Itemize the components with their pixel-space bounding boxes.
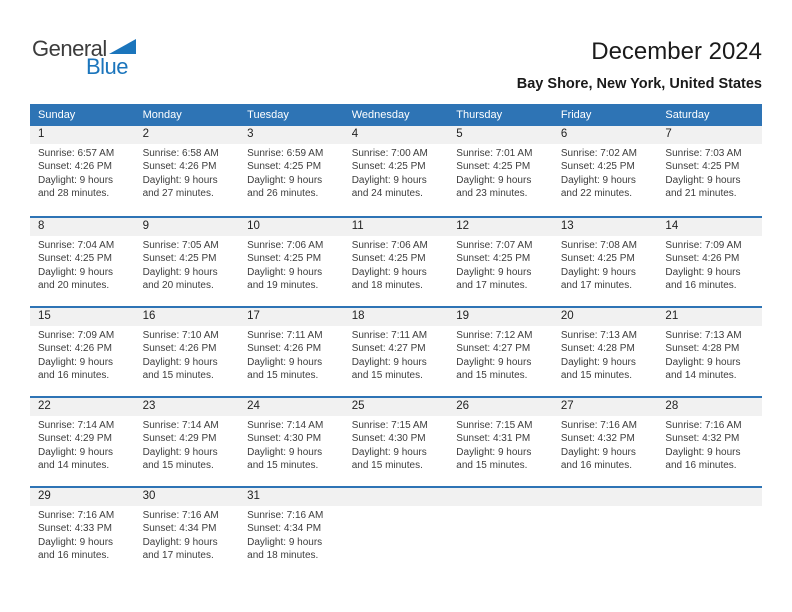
day-number: 4 [344,126,449,144]
day-cell [30,126,135,216]
sunset-text: Sunset: 4:28 PM [665,343,740,355]
day-cell [553,218,658,306]
weekday-header-friday: Friday [560,109,592,121]
daylight-text: Daylight: 9 hours and 24 minutes. [351,174,427,200]
calendar-grid [30,126,762,572]
week-row [30,306,762,396]
day-number: 30 [135,488,240,506]
sunset-text: Sunset: 4:33 PM [38,523,112,535]
day-cell [30,488,135,572]
day-cell [553,398,658,486]
daylight-text: Daylight: 9 hours and 21 minutes. [665,174,741,200]
sunset-text: Sunset: 4:28 PM [560,343,635,355]
daylight-text: Daylight: 9 hours and 16 minutes. [38,356,114,382]
sunrise-text: Sunrise: 7:08 AM [560,240,637,251]
day-number [657,488,762,506]
daylight-text: Daylight: 9 hours and 17 minutes. [142,536,218,562]
daylight-text: Daylight: 9 hours and 16 minutes. [665,446,741,472]
sunrise-text: Sunrise: 7:05 AM [142,240,219,251]
daylight-text: Daylight: 9 hours and 18 minutes. [247,536,323,562]
daylight-text: Daylight: 9 hours and 19 minutes. [247,266,323,292]
sunset-text: Sunset: 4:26 PM [38,161,112,173]
day-number: 11 [344,218,449,236]
daylight-text: Daylight: 9 hours and 27 minutes. [142,174,218,200]
day-number: 21 [657,308,762,326]
day-cell [344,398,449,486]
day-cell [657,308,762,396]
day-number: 27 [553,398,658,416]
daylight-text: Daylight: 9 hours and 15 minutes. [247,446,323,472]
day-cell [344,126,449,216]
logo-text-blue: Blue [86,54,129,79]
sunrise-text: Sunrise: 7:01 AM [456,148,533,159]
day-cell [239,126,344,216]
weekday-header-sunday: Sunday [38,109,76,121]
sunrise-text: Sunrise: 7:02 AM [560,148,637,159]
sunset-text: Sunset: 4:26 PM [247,343,322,355]
day-cell [448,218,553,306]
sunrise-text: Sunrise: 7:07 AM [456,240,533,251]
daylight-text: Daylight: 9 hours and 28 minutes. [38,174,114,200]
daylight-text: Daylight: 9 hours and 15 minutes. [142,356,218,382]
daylight-text: Daylight: 9 hours and 14 minutes. [38,446,114,472]
sunrise-text: Sunrise: 7:16 AM [38,510,115,521]
week-row [30,486,762,572]
daylight-text: Daylight: 9 hours and 26 minutes. [247,174,323,200]
day-number: 13 [553,218,658,236]
weekday-header-monday: Monday [142,109,182,121]
weekday-header-tuesday: Tuesday [247,109,289,121]
day-number: 19 [448,308,553,326]
day-number: 20 [553,308,658,326]
day-cell [239,218,344,306]
sunset-text: Sunset: 4:26 PM [665,253,740,265]
day-cell [657,126,762,216]
sunrise-text: Sunrise: 7:14 AM [142,420,219,431]
day-number: 22 [30,398,135,416]
sunrise-text: Sunrise: 6:58 AM [142,148,219,159]
sunrise-text: Sunrise: 7:15 AM [456,420,533,431]
daylight-text: Daylight: 9 hours and 15 minutes. [351,356,427,382]
sunrise-text: Sunrise: 7:16 AM [665,420,742,431]
day-cell [344,308,449,396]
sunrise-text: Sunrise: 7:11 AM [247,330,323,341]
day-number: 15 [30,308,135,326]
day-number: 17 [239,308,344,326]
sunset-text: Sunset: 4:25 PM [247,161,322,173]
day-cell [30,218,135,306]
sunset-text: Sunset: 4:32 PM [560,433,635,445]
day-cell [657,218,762,306]
sunset-text: Sunset: 4:29 PM [142,433,217,445]
sunset-text: Sunset: 4:25 PM [456,161,531,173]
day-number: 7 [657,126,762,144]
day-number: 14 [657,218,762,236]
page-title: December 2024 [591,38,762,65]
day-number: 6 [553,126,658,144]
sunrise-text: Sunrise: 7:16 AM [247,510,324,521]
sunrise-text: Sunrise: 7:11 AM [351,330,428,341]
calendar-table [30,104,762,572]
daylight-text: Daylight: 9 hours and 16 minutes. [665,266,741,292]
day-number: 3 [239,126,344,144]
sunset-text: Sunset: 4:25 PM [560,253,635,265]
sunrise-text: Sunrise: 7:06 AM [247,240,324,251]
sunrise-text: Sunrise: 7:13 AM [560,330,637,341]
day-number: 2 [135,126,240,144]
sunrise-text: Sunrise: 7:16 AM [560,420,637,431]
day-cell [135,218,240,306]
sunset-text: Sunset: 4:25 PM [665,161,740,173]
day-number: 1 [30,126,135,144]
weekday-header-row [30,104,762,126]
daylight-text: Daylight: 9 hours and 22 minutes. [560,174,636,200]
day-number: 5 [448,126,553,144]
day-cell [30,398,135,486]
daylight-text: Daylight: 9 hours and 14 minutes. [665,356,741,382]
week-row [30,216,762,306]
sunset-text: Sunset: 4:25 PM [351,161,426,173]
day-number [344,488,449,506]
daylight-text: Daylight: 9 hours and 15 minutes. [247,356,323,382]
day-cell [553,308,658,396]
sunset-text: Sunset: 4:25 PM [247,253,322,265]
sunset-text: Sunset: 4:30 PM [351,433,426,445]
week-row [30,126,762,216]
empty-day-cell [344,488,449,572]
day-number: 29 [30,488,135,506]
day-cell [135,398,240,486]
day-cell [239,398,344,486]
sunset-text: Sunset: 4:30 PM [247,433,322,445]
day-number: 31 [239,488,344,506]
daylight-text: Daylight: 9 hours and 16 minutes. [38,536,114,562]
sunset-text: Sunset: 4:34 PM [247,523,322,535]
sunrise-text: Sunrise: 7:15 AM [351,420,428,431]
daylight-text: Daylight: 9 hours and 18 minutes. [351,266,427,292]
sunrise-text: Sunrise: 7:04 AM [38,240,115,251]
sunrise-text: Sunrise: 7:03 AM [665,148,742,159]
weekday-header-wednesday: Wednesday [351,109,410,121]
day-number: 24 [239,398,344,416]
day-number [448,488,553,506]
sunrise-text: Sunrise: 6:59 AM [247,148,324,159]
sunrise-text: Sunrise: 7:09 AM [38,330,115,341]
sunset-text: Sunset: 4:27 PM [456,343,531,355]
day-cell [448,126,553,216]
empty-day-cell [448,488,553,572]
day-cell [135,126,240,216]
day-cell [448,398,553,486]
daylight-text: Daylight: 9 hours and 15 minutes. [560,356,636,382]
daylight-text: Daylight: 9 hours and 15 minutes. [456,356,532,382]
daylight-text: Daylight: 9 hours and 16 minutes. [560,446,636,472]
sunrise-text: Sunrise: 7:00 AM [351,148,428,159]
daylight-text: Daylight: 9 hours and 20 minutes. [38,266,114,292]
sunrise-text: Sunrise: 6:57 AM [38,148,115,159]
day-cell [135,488,240,572]
sunset-text: Sunset: 4:29 PM [38,433,112,445]
sunrise-text: Sunrise: 7:16 AM [142,510,219,521]
daylight-text: Daylight: 9 hours and 15 minutes. [351,446,427,472]
week-row [30,396,762,486]
sunrise-text: Sunrise: 7:06 AM [351,240,428,251]
day-number: 8 [30,218,135,236]
day-number: 18 [344,308,449,326]
day-number: 23 [135,398,240,416]
sunrise-text: Sunrise: 7:13 AM [665,330,742,341]
sunset-text: Sunset: 4:25 PM [351,253,426,265]
day-number: 12 [448,218,553,236]
day-cell [344,218,449,306]
day-cell [135,308,240,396]
sunset-text: Sunset: 4:31 PM [456,433,531,445]
daylight-text: Daylight: 9 hours and 17 minutes. [456,266,532,292]
day-cell [553,126,658,216]
sunset-text: Sunset: 4:32 PM [665,433,740,445]
weekday-header-thursday: Thursday [456,109,503,121]
daylight-text: Daylight: 9 hours and 17 minutes. [560,266,636,292]
sunset-text: Sunset: 4:27 PM [351,343,426,355]
general-blue-logo [32,38,162,88]
day-number: 28 [657,398,762,416]
day-cell [448,308,553,396]
sunrise-text: Sunrise: 7:10 AM [142,330,219,341]
sunset-text: Sunset: 4:25 PM [142,253,217,265]
sunset-text: Sunset: 4:25 PM [456,253,531,265]
weekday-header-saturday: Saturday [665,109,710,121]
day-number: 26 [448,398,553,416]
day-number: 16 [135,308,240,326]
page-subtitle: Bay Shore, New York, United States [516,75,762,92]
sunset-text: Sunset: 4:34 PM [142,523,217,535]
day-number [553,488,658,506]
day-number: 10 [239,218,344,236]
daylight-text: Daylight: 9 hours and 15 minutes. [456,446,532,472]
sunrise-text: Sunrise: 7:14 AM [247,420,324,431]
sunrise-text: Sunrise: 7:12 AM [456,330,533,341]
sunset-text: Sunset: 4:26 PM [38,343,112,355]
day-cell [30,308,135,396]
day-cell [239,308,344,396]
day-cell [239,488,344,572]
sunrise-text: Sunrise: 7:09 AM [665,240,742,251]
daylight-text: Daylight: 9 hours and 15 minutes. [142,446,218,472]
sunset-text: Sunset: 4:25 PM [560,161,635,173]
day-number: 25 [344,398,449,416]
sunrise-text: Sunrise: 7:14 AM [38,420,115,431]
sunset-text: Sunset: 4:26 PM [142,343,217,355]
day-number: 9 [135,218,240,236]
sunset-text: Sunset: 4:25 PM [38,253,112,265]
sunset-text: Sunset: 4:26 PM [142,161,217,173]
daylight-text: Daylight: 9 hours and 20 minutes. [142,266,218,292]
empty-day-cell [553,488,658,572]
empty-day-cell [657,488,762,572]
day-cell [657,398,762,486]
daylight-text: Daylight: 9 hours and 23 minutes. [456,174,532,200]
logo-text-general: General [32,36,107,61]
